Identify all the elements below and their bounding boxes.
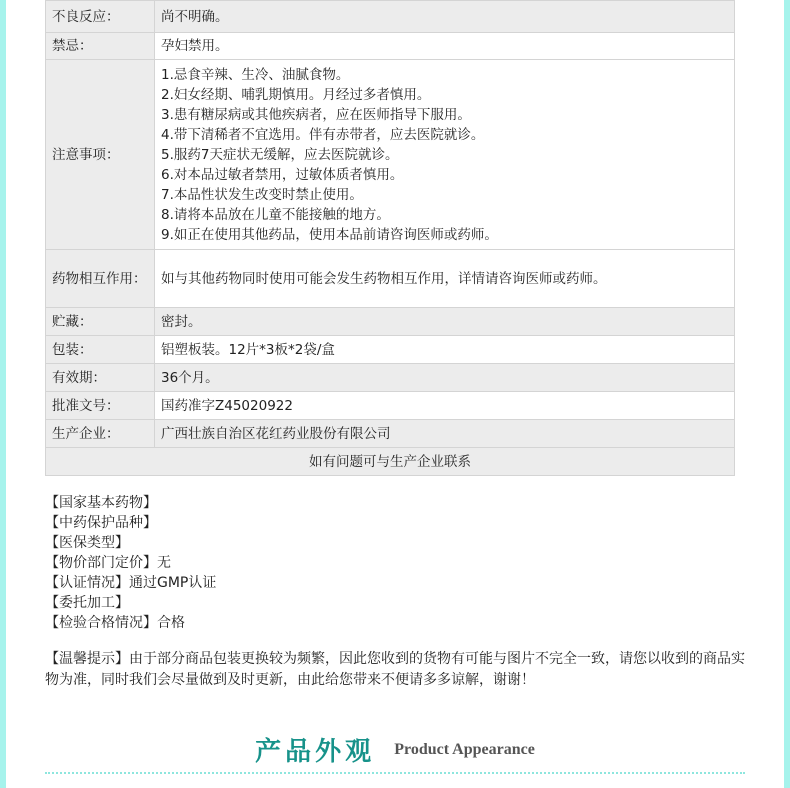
row-value: 广西壮族自治区花红药业股份有限公司 [155,420,735,448]
tag-essential-drug: 【国家基本药物】 [45,495,157,511]
precaution-item: 8.请将本品放在儿童不能接触的地方。 [161,206,390,223]
precaution-item: 1.忌食辛辣、生冷、油腻食物。 [161,66,350,83]
row-value: 铝塑板装。12片*3板*2袋/盒 [155,336,735,364]
row-approval-number [46,392,735,420]
row-label: 药物相互作用： [46,250,155,308]
row-label: 禁忌： [46,33,155,60]
section-heading [0,731,790,768]
row-value: 国药准字Z45020922 [155,392,735,420]
row-label: 注意事项： [46,60,155,250]
row-value: 36个月。 [155,364,735,392]
row-storage [46,308,735,336]
row-label: 不良反应： [46,1,155,33]
precaution-item: 2.妇女经期、哺乳期慎用。月经过多者慎用。 [161,86,431,103]
row-value: 密封。 [155,308,735,336]
contact-note: 如有问题可与生产企业联系 [46,448,735,476]
section-title-en: Product Appearance [394,740,535,758]
row-adverse-reactions [46,1,735,33]
precautions-list [155,60,735,250]
row-drug-interactions [46,250,735,308]
row-label: 贮藏： [46,308,155,336]
dotted-divider [45,772,745,774]
row-packaging [46,336,735,364]
precaution-item: 6.对本品过敏者禁用，过敏体质者慎用。 [161,166,404,183]
precaution-item: 4.带下清稀者不宜选用。伴有赤带者，应去医院就诊。 [161,126,485,143]
spec-table [45,0,735,476]
row-label: 有效期： [46,364,155,392]
row-label: 生产企业： [46,420,155,448]
right-side-bar [784,0,790,788]
row-label: 批准文号： [46,392,155,420]
row-precautions [46,60,735,250]
section-title-cn: 产品外观 [255,737,376,767]
left-side-bar [0,0,6,788]
row-contraindications [46,33,735,60]
tag-certification: 【认证情况】通过GMP认证 [45,575,217,591]
tag-inspection: 【检验合格情况】合格 [45,615,185,631]
product-tags [45,493,216,633]
row-manufacturer [46,420,735,448]
row-value: 如与其他药物同时使用可能会发生药物相互作用，详情请咨询医师或药师。 [155,250,735,308]
precaution-item: 5.服药7天症状无缓解，应去医院就诊。 [161,146,399,163]
row-shelf-life [46,364,735,392]
row-contact-footer [46,448,735,476]
tag-pricing: 【物价部门定价】无 [45,555,171,571]
tag-protected-variety: 【中药保护品种】 [45,515,157,531]
row-label: 包装： [46,336,155,364]
row-value: 孕妇禁用。 [155,33,735,60]
tag-insurance-type: 【医保类型】 [45,535,129,551]
tag-contract-processing: 【委托加工】 [45,595,129,611]
precaution-item: 7.本品性状发生改变时禁止使用。 [161,186,363,203]
precaution-item: 9.如正在使用其他药品，使用本品前请咨询医师或药师。 [161,226,498,243]
precaution-item: 3.患有糖尿病或其他疾病者，应在医师指导下服用。 [161,106,471,123]
warm-tip: 【温馨提示】由于部分商品包装更换较为频繁，因此您收到的货物有可能与图片不完全一致，请您以收到的商品实物为准，同时我们会尽量做到及时更新，由此给您带来不便请多多谅解，谢谢！ [45,651,745,688]
row-value: 尚不明确。 [155,1,735,33]
